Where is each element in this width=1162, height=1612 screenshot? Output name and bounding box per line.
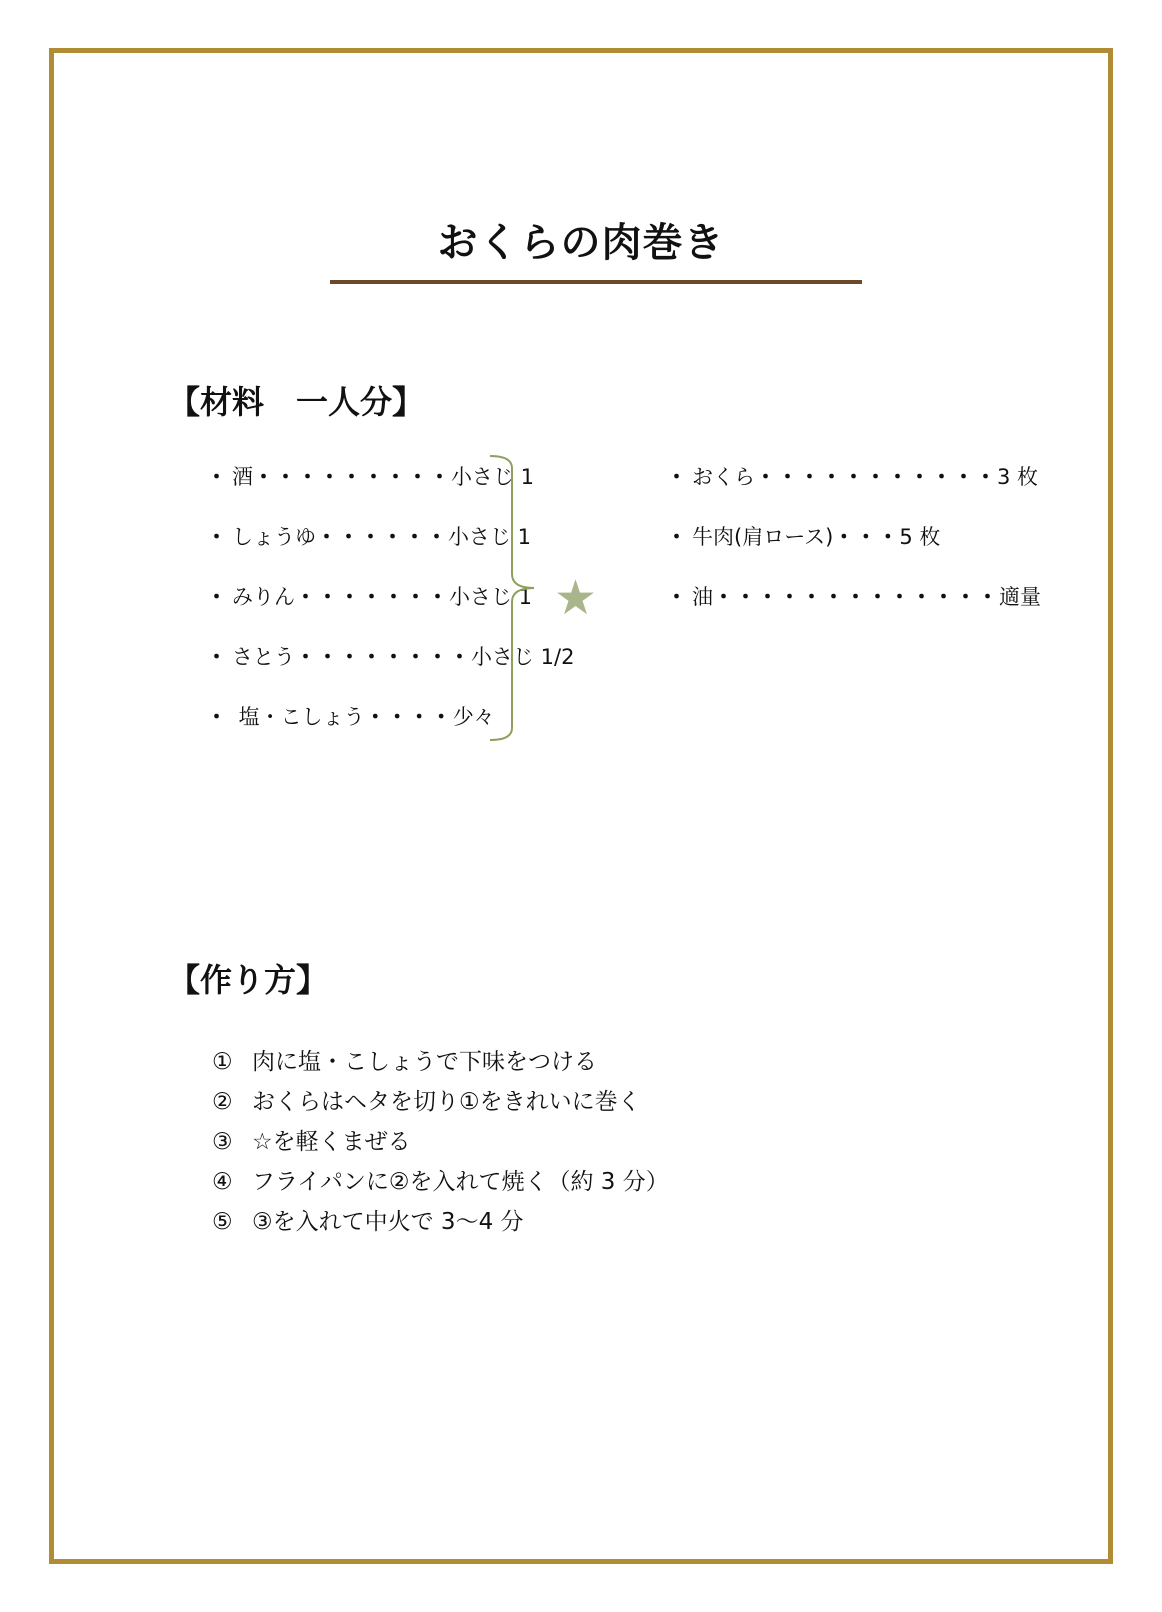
step-text: ☆を軽くまぜる xyxy=(252,1129,411,1155)
ingredient-name: 牛肉(肩ロース) xyxy=(692,525,834,549)
step-item xyxy=(212,1042,669,1082)
bullet: ・ xyxy=(206,705,227,729)
ingredient-amount: 少々 xyxy=(452,705,495,729)
ingredient-amount: 小さじ 1 xyxy=(449,585,533,609)
star-icon: ★ xyxy=(554,570,598,626)
ingredient-amount: 小さじ 1 xyxy=(448,525,532,549)
list-item xyxy=(666,582,1041,642)
step-text: 肉に塩・こしょうで下味をつける xyxy=(252,1049,597,1075)
leader-dots: ・・・ xyxy=(833,525,900,549)
leader-dots: ・・・・・・・・・ xyxy=(253,465,451,489)
bullet: ・ xyxy=(666,585,687,609)
title-underline xyxy=(330,280,862,284)
step-text: おくらはヘタを切り①をきれいに巻く xyxy=(252,1089,641,1115)
ingredient-amount: 適量 xyxy=(999,585,1041,609)
main-ingredients-list xyxy=(666,462,1041,642)
ingredient-name: 塩・こしょう xyxy=(232,705,365,729)
ingredient-name: 油 xyxy=(692,585,713,609)
step-item xyxy=(212,1122,669,1162)
step-text: フライパンに②を入れて焼く（約 3 分） xyxy=(252,1169,669,1195)
step-item xyxy=(212,1202,669,1242)
step-number: ① xyxy=(212,1049,233,1075)
bullet: ・ xyxy=(666,525,687,549)
leader-dots: ・・・・・・・・・・・ xyxy=(755,465,997,489)
step-item xyxy=(212,1082,669,1122)
bullet: ・ xyxy=(666,465,687,489)
leader-dots: ・・・・・・・・・・・・・ xyxy=(713,585,999,609)
recipe-title: おくらの肉巻き xyxy=(437,220,725,266)
ingredient-name: みりん xyxy=(232,585,295,609)
step-item xyxy=(212,1162,669,1202)
bullet: ・ xyxy=(206,465,227,489)
steps-heading: 【作り方】 xyxy=(168,961,329,999)
steps-list xyxy=(212,1042,669,1242)
leader-dots: ・・・・ xyxy=(364,705,453,729)
ingredient-amount: 小さじ 1 xyxy=(451,465,535,489)
curly-brace-icon xyxy=(486,454,546,744)
bullet: ・ xyxy=(206,645,227,669)
step-number: ④ xyxy=(212,1169,233,1195)
leader-dots: ・・・・・・・ xyxy=(295,585,449,609)
ingredient-name: おくら xyxy=(692,465,755,489)
ingredient-name: さとう xyxy=(232,645,295,669)
ingredients-heading: 【材料 一人分】 xyxy=(168,383,425,421)
step-text: ③を入れて中火で 3〜4 分 xyxy=(252,1209,524,1235)
list-item xyxy=(666,522,1041,582)
leader-dots: ・・・・・・ xyxy=(316,525,448,549)
leader-dots: ・・・・・・・・ xyxy=(295,645,471,669)
ingredient-amount: 小さじ 1/2 xyxy=(471,645,575,669)
step-number: ⑤ xyxy=(212,1209,233,1235)
list-item xyxy=(666,462,1041,522)
ingredient-amount: 5 枚 xyxy=(899,525,941,549)
page-border xyxy=(49,48,1113,1564)
ingredient-amount: 3 枚 xyxy=(997,465,1039,489)
ingredient-name: しょうゆ xyxy=(232,525,316,549)
bullet: ・ xyxy=(206,585,227,609)
bullet: ・ xyxy=(206,525,227,549)
step-number: ③ xyxy=(212,1129,233,1155)
step-number: ② xyxy=(212,1089,233,1115)
ingredient-name: 酒 xyxy=(232,465,253,489)
